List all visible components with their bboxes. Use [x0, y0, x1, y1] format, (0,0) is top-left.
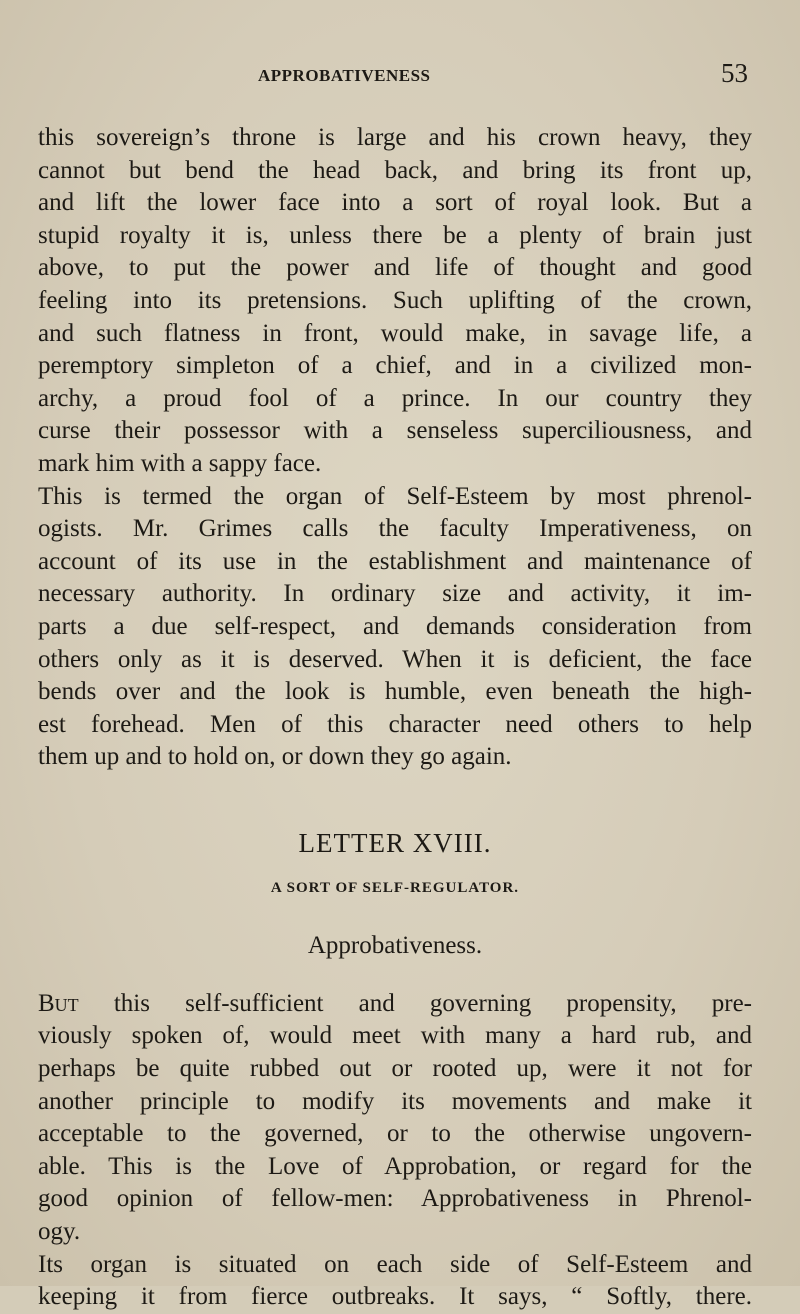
text-line: cannot but bend the head back, and bring its front up, — [38, 156, 752, 184]
letter-title: LETTER XVIII. — [298, 827, 492, 858]
text-line: this sovereign’s throne is large and his crown heavy, they — [38, 124, 752, 151]
text-line: mark him with a sappy face. — [38, 449, 322, 477]
opening-word: But — [38, 989, 79, 1017]
spacer — [38, 774, 752, 818]
text-line: ogy. — [38, 1218, 81, 1246]
paragraph-4 — [38, 1249, 752, 1314]
text-line: This is termed the organ of Self-Esteem by most phrenol- — [38, 482, 752, 510]
text-line — [38, 988, 752, 1021]
text-line: Its organ is situated on each side of Self-Esteem and — [38, 1250, 752, 1278]
text-line: ogists. Mr. Grimes calls the faculty Imperativeness, on — [38, 515, 752, 543]
text-line: peremptory simpleton of a chief, and in a civilized mon- — [38, 352, 752, 380]
text-line: others only as it is deserved. When it is deficient, the face — [38, 645, 752, 673]
running-head: APPROBATIVENESS — [258, 66, 431, 85]
page-number: 53 — [721, 58, 748, 88]
text-line: above, to put the power and life of thought and good — [38, 254, 752, 282]
text-line: viously spoken of, would meet with many a hard rub, and — [38, 1022, 752, 1050]
text-line: able. This is the Love of Approbation, or regard for the — [38, 1152, 752, 1180]
text-line: stupid royalty it is, unless there be a plenty of brain just — [38, 221, 752, 249]
first-line-rest: this self-sufficient and governing propensity, pre- — [78, 989, 752, 1017]
section-title: Approbativeness. — [307, 931, 483, 959]
text-line: necessary authority. In ordinary size and activity, it im- — [38, 580, 752, 608]
letter-subtitle: A SORT OF SELF-REGULATOR. — [270, 879, 520, 896]
text-line: est forehead. Men of this character need others to help — [38, 710, 752, 738]
text-line: feeling into its pretensions. Such uplifting of the crown, — [38, 286, 752, 314]
text-line: another principle to modify its movements and make it — [38, 1087, 752, 1115]
text-line: keeping it from fierce outbreaks. It says, “ Softly, there. — [38, 1283, 752, 1311]
text-line: archy, a proud fool of a prince. In our country they — [38, 384, 752, 412]
paragraph-3 — [38, 988, 752, 1249]
text-line: account of its use in the establishment and maintenance of — [38, 547, 752, 575]
body-text — [38, 122, 752, 1314]
text-line: acceptable to the governed, or to the otherwise ungovern- — [38, 1120, 752, 1148]
text-line: good opinion of fellow-men: Approbativeness in Phrenol- — [38, 1185, 752, 1213]
text-line: parts a due self-respect, and demands consideration from — [38, 612, 752, 640]
text-line: perhaps be quite rubbed out or rooted up, were it not for — [38, 1055, 752, 1083]
paragraph-2 — [38, 481, 752, 774]
text-line: curse their possessor with a senseless superciliousness, and — [38, 417, 752, 445]
text-line: bends over and the look is humble, even beneath the high- — [38, 678, 752, 706]
text-line: and lift the lower face into a sort of royal look. But a — [38, 189, 752, 217]
text-line: them up and to hold on, or down they go again. — [38, 743, 512, 771]
text-line: and such flatness in front, would make, in savage life, a — [38, 319, 752, 347]
paragraph-1 — [38, 122, 752, 481]
